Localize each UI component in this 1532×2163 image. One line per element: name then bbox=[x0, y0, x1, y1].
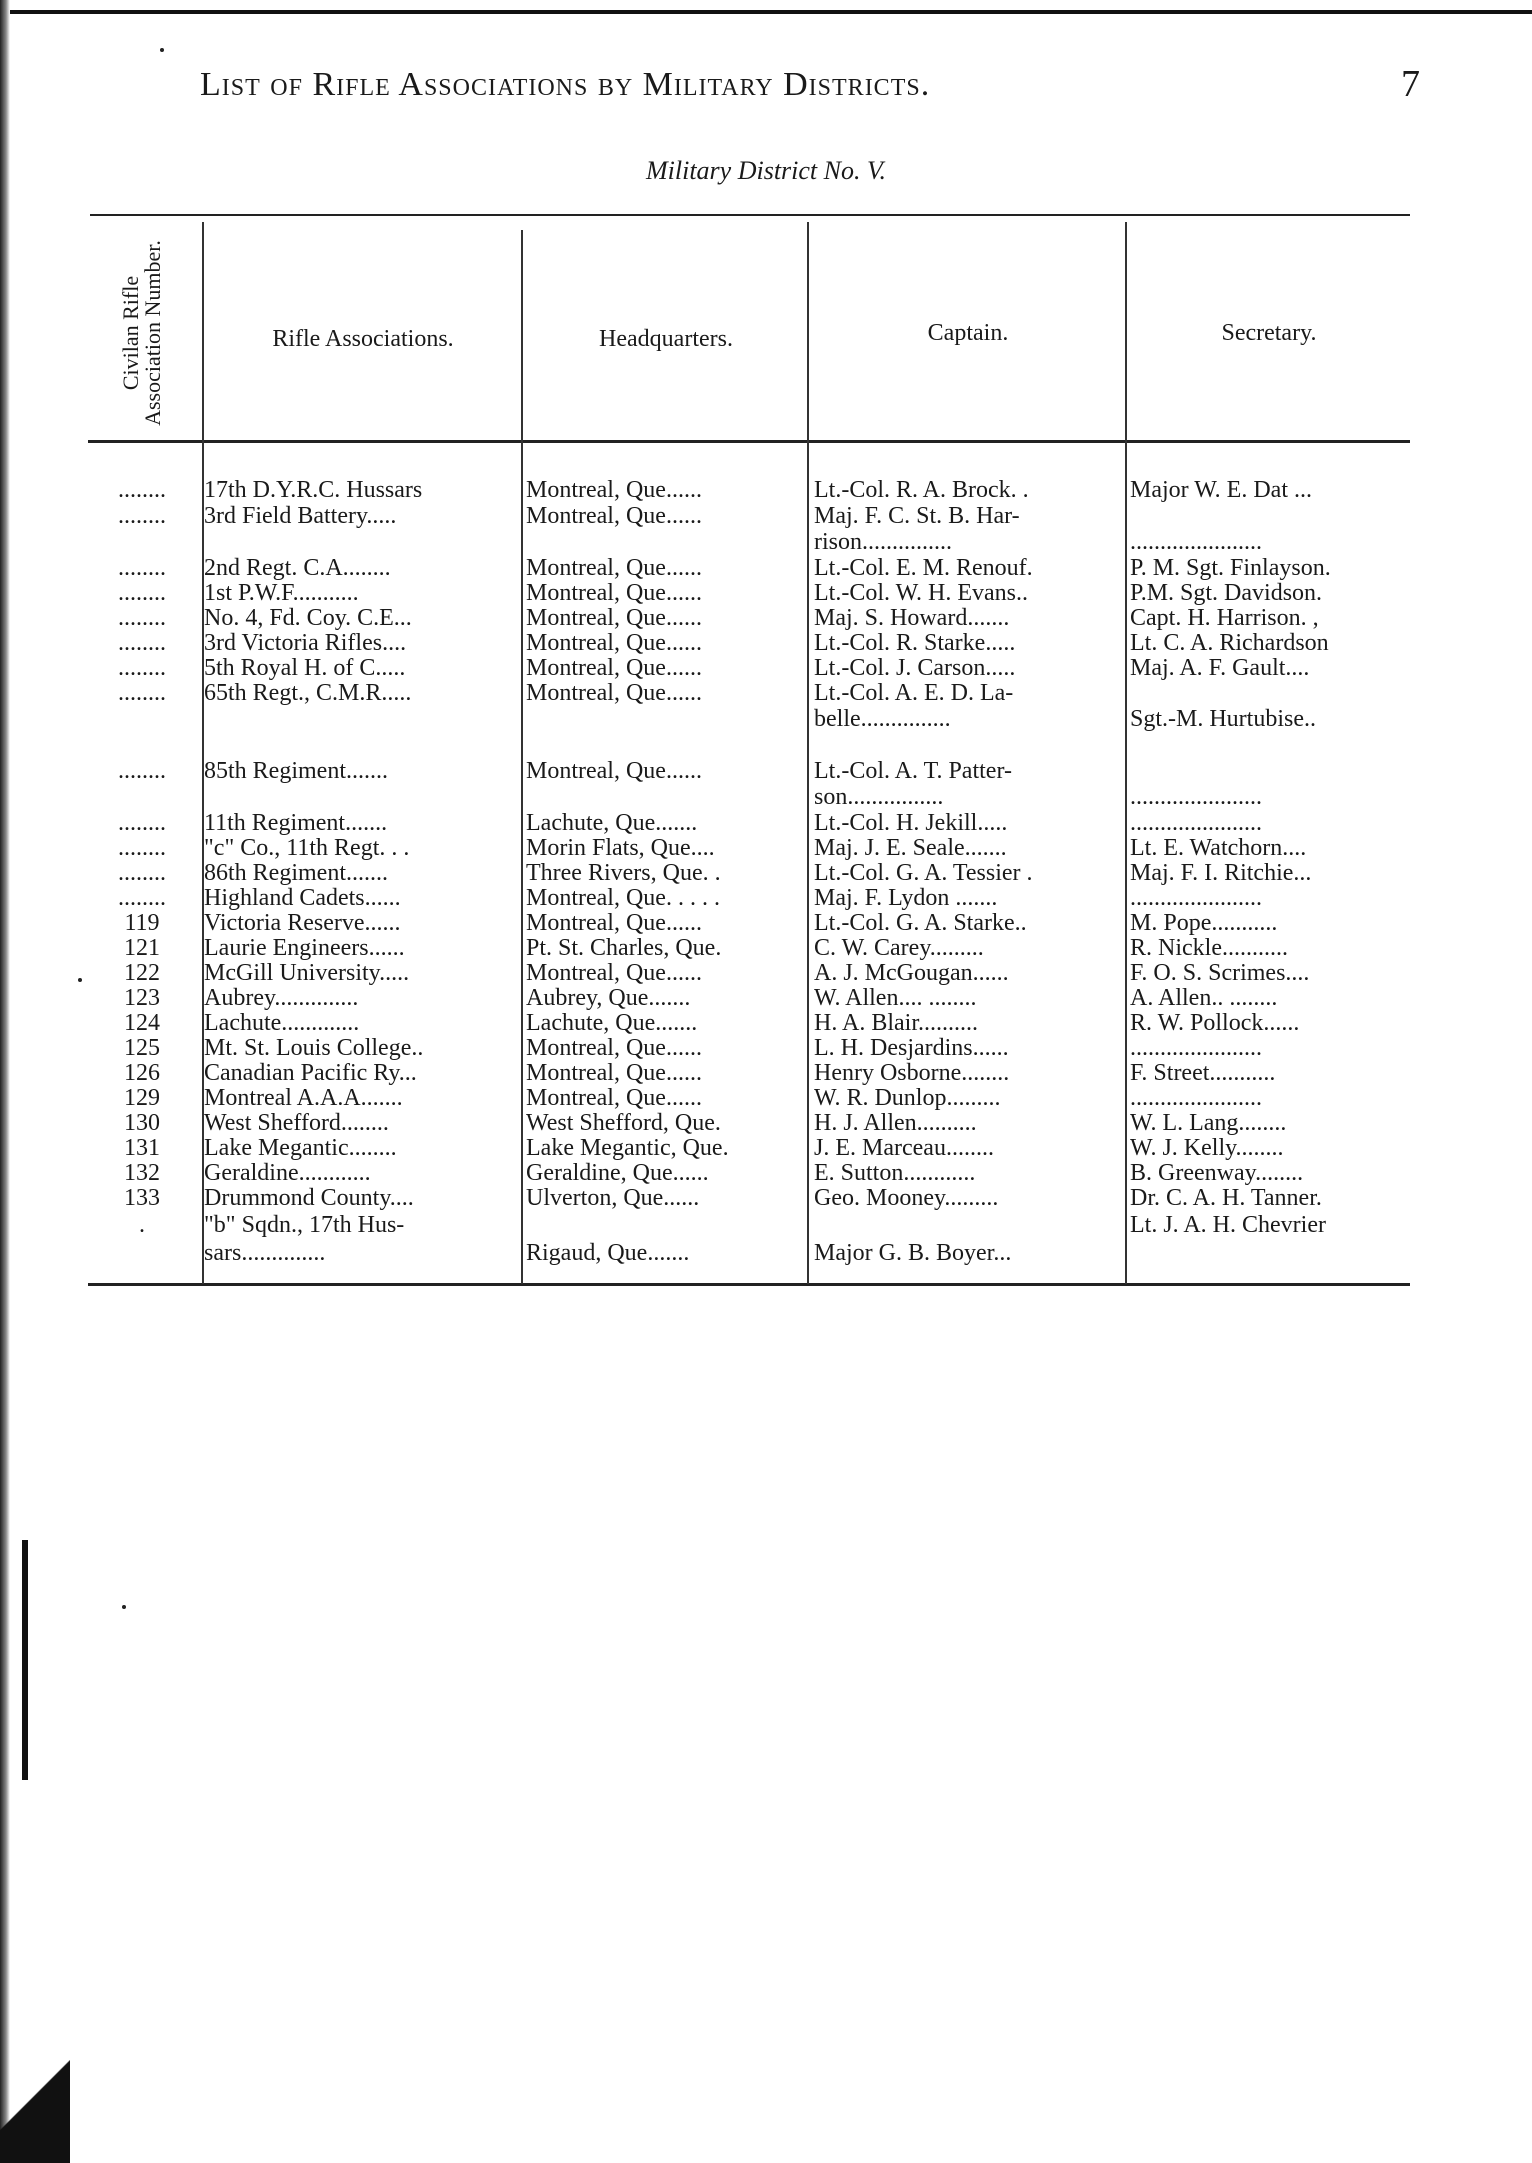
cell-association: Drummond County.... bbox=[204, 1185, 414, 1211]
cell-headquarters: Lachute, Que....... bbox=[526, 1010, 698, 1036]
cell-headquarters: Montreal, Que...... bbox=[526, 960, 702, 986]
cell-captain: Lt.-Col. H. Jekill..... bbox=[814, 810, 1008, 836]
cell-headquarters: Three Rivers, Que. . bbox=[526, 860, 721, 886]
table-row bbox=[0, 1010, 1532, 1036]
cell-headquarters: Montreal, Que. . . . . bbox=[526, 885, 720, 911]
cell-captain: W. Allen.... ........ bbox=[814, 985, 977, 1011]
cell-association: 11th Regiment....... bbox=[204, 810, 388, 836]
cell-number: 124 bbox=[124, 1010, 160, 1036]
cell-number: ........ bbox=[118, 758, 166, 784]
cell-secretary: R. W. Pollock...... bbox=[1130, 1010, 1300, 1036]
cell-association: "c" Co., 11th Regt. . . bbox=[204, 835, 410, 861]
cell-headquarters: Montreal, Que...... bbox=[526, 1085, 702, 1111]
header-association-number: Civilan Rifle Association Number. bbox=[118, 240, 165, 426]
cell-captain: Maj. S. Howard....... bbox=[814, 605, 1010, 631]
cell-association: McGill University..... bbox=[204, 960, 410, 986]
cell-number: ........ bbox=[118, 555, 166, 581]
cell-secretary: ...................... bbox=[1130, 784, 1262, 810]
cell-captain: Maj. F. Lydon ....... bbox=[814, 885, 998, 911]
scan-speck bbox=[160, 48, 164, 52]
table-row bbox=[0, 835, 1532, 861]
table-row bbox=[0, 655, 1532, 681]
table-header-rule bbox=[88, 440, 1410, 443]
cell-captain: E. Sutton............ bbox=[814, 1160, 976, 1186]
cell-captain: Geo. Mooney......... bbox=[814, 1185, 999, 1211]
cell-headquarters: Montreal, Que...... bbox=[526, 910, 702, 936]
cell-headquarters: Montreal, Que...... bbox=[526, 758, 702, 784]
cell-number: 131 bbox=[124, 1135, 160, 1161]
table-row bbox=[0, 1060, 1532, 1086]
table-row bbox=[0, 910, 1532, 936]
cell-secretary: ...................... bbox=[1130, 529, 1262, 555]
cell-association: No. 4, Fd. Coy. C.E... bbox=[204, 605, 412, 631]
cell-number: 125 bbox=[124, 1035, 160, 1061]
cell-captain: Henry Osborne........ bbox=[814, 1060, 1010, 1086]
table-row bbox=[0, 503, 1532, 529]
cell-secretary: ...................... bbox=[1130, 1085, 1262, 1111]
cell-headquarters: Montreal, Que...... bbox=[526, 605, 702, 631]
cell-captain: rison............... bbox=[814, 529, 952, 555]
table-row bbox=[0, 985, 1532, 1011]
table-row bbox=[0, 732, 1532, 758]
cell-headquarters: Montreal, Que...... bbox=[526, 630, 702, 656]
cell-captain: C. W. Carey......... bbox=[814, 935, 984, 961]
cell-number: 130 bbox=[124, 1110, 160, 1136]
cell-association: Mt. St. Louis College.. bbox=[204, 1035, 424, 1061]
cell-captain: Lt.-Col. A. E. D. La- bbox=[814, 680, 1014, 706]
cell-captain: H. A. Blair.......... bbox=[814, 1010, 979, 1036]
cell-number: ........ bbox=[118, 835, 166, 861]
cell-association: West Shefford........ bbox=[204, 1110, 389, 1136]
cell-captain: Lt.-Col. R. A. Brock. . bbox=[814, 477, 1029, 503]
table-top-rule bbox=[90, 214, 1410, 216]
cell-number: ........ bbox=[118, 810, 166, 836]
cell-secretary: F. O. S. Scrimes.... bbox=[1130, 960, 1310, 986]
cell-secretary: ...................... bbox=[1130, 885, 1262, 911]
cell-captain: Lt.-Col. A. T. Patter- bbox=[814, 758, 1012, 784]
cell-secretary: W. J. Kelly........ bbox=[1130, 1135, 1284, 1161]
cell-number: ........ bbox=[118, 630, 166, 656]
cell-association: Lake Megantic........ bbox=[204, 1135, 397, 1161]
table-row bbox=[0, 706, 1532, 732]
cell-captain: Maj. F. C. St. B. Har- bbox=[814, 503, 1020, 529]
page-title: List of Rifle Associations by Military Districts. bbox=[200, 66, 931, 103]
cell-secretary: R. Nickle........... bbox=[1130, 935, 1288, 961]
cell-secretary: Sgt.-M. Hurtubise.. bbox=[1130, 706, 1316, 732]
cell-headquarters: Montreal, Que...... bbox=[526, 1035, 702, 1061]
cell-secretary: Lt. C. A. Richardson bbox=[1130, 630, 1329, 656]
table-row bbox=[0, 810, 1532, 836]
table-row bbox=[0, 1212, 1532, 1238]
table-row bbox=[0, 784, 1532, 810]
header-headquarters: Headquarters. bbox=[599, 326, 733, 352]
cell-secretary: Lt. E. Watchorn.... bbox=[1130, 835, 1307, 861]
cell-headquarters: Pt. St. Charles, Que. bbox=[526, 935, 722, 961]
cell-headquarters: Montreal, Que...... bbox=[526, 1060, 702, 1086]
cell-headquarters: Lachute, Que....... bbox=[526, 810, 698, 836]
scan-corner-shadow bbox=[0, 2060, 70, 2163]
cell-secretary: P.M. Sgt. Davidson. bbox=[1130, 580, 1323, 606]
cell-association: 3rd Field Battery..... bbox=[204, 503, 397, 529]
table-row bbox=[0, 860, 1532, 886]
cell-number: ........ bbox=[118, 580, 166, 606]
cell-association: 1st P.W.F........... bbox=[204, 580, 359, 606]
cell-secretary: B. Greenway........ bbox=[1130, 1160, 1304, 1186]
cell-headquarters: Montreal, Que...... bbox=[526, 655, 702, 681]
cell-headquarters: Aubrey, Que....... bbox=[526, 985, 691, 1011]
cell-number: 129 bbox=[124, 1085, 160, 1111]
cell-headquarters: West Shefford, Que. bbox=[526, 1110, 721, 1136]
table-row bbox=[0, 1110, 1532, 1136]
cell-captain: belle............... bbox=[814, 706, 951, 732]
table-bottom-rule bbox=[88, 1283, 1410, 1286]
cell-association: 86th Regiment....... bbox=[204, 860, 388, 886]
cell-secretary: ...................... bbox=[1130, 1035, 1262, 1061]
cell-captain: W. R. Dunlop......... bbox=[814, 1085, 1001, 1111]
table-row bbox=[0, 580, 1532, 606]
table-row bbox=[0, 1240, 1532, 1266]
table-row bbox=[0, 1185, 1532, 1211]
cell-association: Canadian Pacific Ry... bbox=[204, 1060, 417, 1086]
cell-secretary: P. M. Sgt. Finlayson. bbox=[1130, 555, 1331, 581]
cell-number: . bbox=[139, 1212, 145, 1238]
table-row bbox=[0, 680, 1532, 706]
cell-captain: Lt.-Col. R. Starke..... bbox=[814, 630, 1016, 656]
cell-association: 85th Regiment....... bbox=[204, 758, 388, 784]
cell-secretary: Maj. A. F. Gault.... bbox=[1130, 655, 1310, 681]
header-captain: Captain. bbox=[927, 320, 1009, 346]
cell-secretary: A. Allen.. ........ bbox=[1130, 985, 1278, 1011]
table-row bbox=[0, 477, 1532, 503]
cell-captain: H. J. Allen.......... bbox=[814, 1110, 977, 1136]
cell-headquarters: Montreal, Que...... bbox=[526, 580, 702, 606]
cell-number: ........ bbox=[118, 655, 166, 681]
cell-captain: son................ bbox=[814, 784, 944, 810]
cell-association: Lachute............. bbox=[204, 1010, 360, 1036]
cell-secretary: Lt. J. A. H. Chevrier bbox=[1130, 1212, 1326, 1238]
table-row bbox=[0, 529, 1532, 555]
cell-captain: Lt.-Col. J. Carson..... bbox=[814, 655, 1016, 681]
cell-association: Aubrey.............. bbox=[204, 985, 359, 1011]
header-rifle-associations: Rifle Associations. bbox=[272, 326, 454, 352]
cell-number: 122 bbox=[124, 960, 160, 986]
cell-secretary: ...................... bbox=[1130, 810, 1262, 836]
district-subtitle: Military District No. V. bbox=[645, 156, 887, 185]
table-row bbox=[0, 1085, 1532, 1111]
cell-headquarters: Montreal, Que...... bbox=[526, 555, 702, 581]
page-number: 7 bbox=[1401, 63, 1420, 105]
table-row bbox=[0, 758, 1532, 784]
cell-number: ........ bbox=[118, 477, 166, 503]
cell-headquarters: Morin Flats, Que.... bbox=[526, 835, 715, 861]
table-row bbox=[0, 605, 1532, 631]
header-secretary: Secretary. bbox=[1221, 320, 1317, 346]
scan-binding-mark bbox=[22, 1540, 28, 1780]
cell-number: 132 bbox=[124, 1160, 160, 1186]
cell-headquarters: Montreal, Que...... bbox=[526, 477, 702, 503]
cell-association: 2nd Regt. C.A........ bbox=[204, 555, 391, 581]
cell-secretary: Major W. E. Dat ... bbox=[1130, 477, 1312, 503]
cell-association: "b" Sqdn., 17th Hus- bbox=[204, 1212, 405, 1238]
cell-headquarters: Rigaud, Que....... bbox=[526, 1240, 690, 1266]
cell-secretary: F. Street........... bbox=[1130, 1060, 1276, 1086]
cell-headquarters: Lake Megantic, Que. bbox=[526, 1135, 729, 1161]
cell-association: 17th D.Y.R.C. Hussars bbox=[204, 477, 423, 503]
cell-headquarters: Ulverton, Que...... bbox=[526, 1185, 700, 1211]
cell-secretary: Capt. H. Harrison. , bbox=[1130, 605, 1319, 631]
cell-secretary: Dr. C. A. H. Tanner. bbox=[1130, 1185, 1322, 1211]
table-row bbox=[0, 1035, 1532, 1061]
cell-association: sars.............. bbox=[204, 1240, 326, 1266]
top-page-rule bbox=[0, 0, 1532, 14]
cell-association: 5th Royal H. of C..... bbox=[204, 655, 406, 681]
cell-captain: Major G. B. Boyer... bbox=[814, 1240, 1012, 1266]
cell-number: 126 bbox=[124, 1060, 160, 1086]
cell-captain: L. H. Desjardins...... bbox=[814, 1035, 1009, 1061]
cell-number: ........ bbox=[118, 860, 166, 886]
cell-number: 123 bbox=[124, 985, 160, 1011]
table-row bbox=[0, 1135, 1532, 1161]
cell-captain: Lt.-Col. W. H. Evans.. bbox=[814, 580, 1028, 606]
cell-number: ........ bbox=[118, 680, 166, 706]
cell-captain: J. E. Marceau........ bbox=[814, 1135, 994, 1161]
cell-association: Victoria Reserve...... bbox=[204, 910, 401, 936]
cell-secretary: M. Pope........... bbox=[1130, 910, 1278, 936]
cell-headquarters: Montreal, Que...... bbox=[526, 680, 702, 706]
cell-association: Highland Cadets...... bbox=[204, 885, 401, 911]
cell-number: 133 bbox=[124, 1185, 160, 1211]
cell-association: 3rd Victoria Rifles.... bbox=[204, 630, 407, 656]
cell-captain: Lt.-Col. G. A. Tessier . bbox=[814, 860, 1033, 886]
cell-association: Montreal A.A.A....... bbox=[204, 1085, 403, 1111]
table-row bbox=[0, 885, 1532, 911]
cell-captain: Maj. J. E. Seale....... bbox=[814, 835, 1007, 861]
cell-captain: A. J. McGougan...... bbox=[814, 960, 1009, 986]
page-header bbox=[200, 62, 1420, 122]
cell-secretary: W. L. Lang........ bbox=[1130, 1110, 1287, 1136]
cell-captain: Lt.-Col. E. M. Renouf. bbox=[814, 555, 1033, 581]
cell-number: ........ bbox=[118, 885, 166, 911]
cell-number: ........ bbox=[118, 503, 166, 529]
table-row bbox=[0, 630, 1532, 656]
cell-association: Laurie Engineers...... bbox=[204, 935, 405, 961]
table-row bbox=[0, 1160, 1532, 1186]
cell-secretary: Maj. F. I. Ritchie... bbox=[1130, 860, 1312, 886]
cell-association: Geraldine............ bbox=[204, 1160, 371, 1186]
table-row bbox=[0, 935, 1532, 961]
cell-captain: Lt.-Col. G. A. Starke.. bbox=[814, 910, 1027, 936]
cell-headquarters: Montreal, Que...... bbox=[526, 503, 702, 529]
cell-headquarters: Geraldine, Que...... bbox=[526, 1160, 709, 1186]
cell-number: ........ bbox=[118, 605, 166, 631]
scan-speck bbox=[122, 1605, 126, 1609]
table-row bbox=[0, 555, 1532, 581]
table-row bbox=[0, 960, 1532, 986]
cell-number: 121 bbox=[124, 935, 160, 961]
cell-number: 119 bbox=[124, 910, 160, 936]
cell-association: 65th Regt., C.M.R..... bbox=[204, 680, 412, 706]
